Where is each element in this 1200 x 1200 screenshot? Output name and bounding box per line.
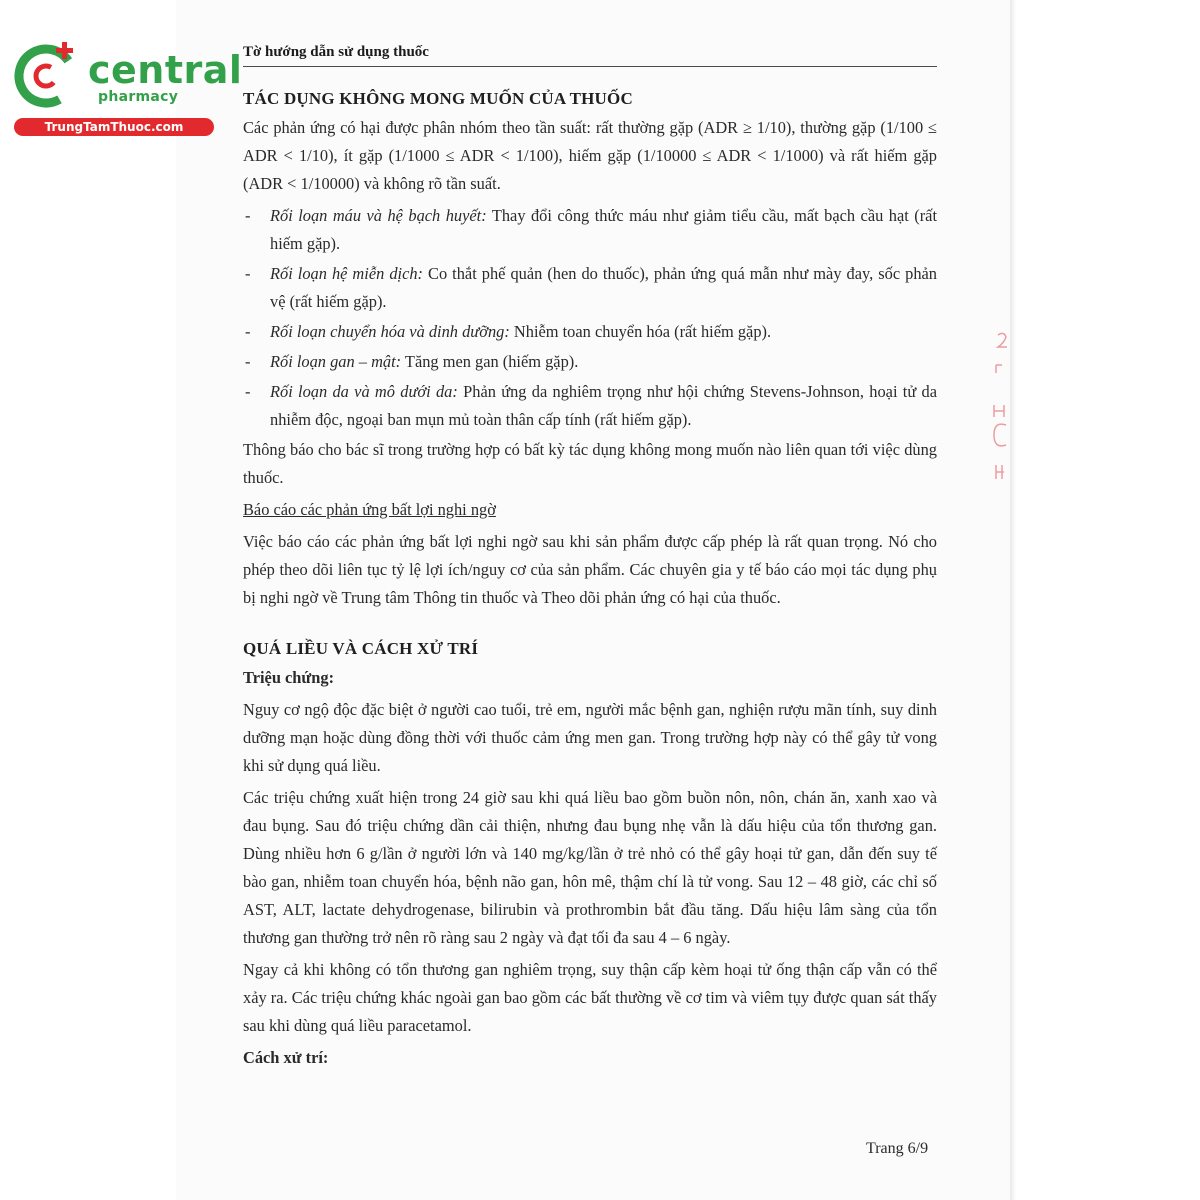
logo-url-badge[interactable]: TrungTamThuoc.com: [14, 118, 214, 136]
list-item-label: Rối loạn da và mô dưới da:: [270, 382, 458, 401]
stamp-marks-icon: [990, 325, 1012, 495]
overdose-symptoms-paragraph: Các triệu chứng xuất hiện trong 24 giờ sau khi quá liều bao gồm buồn nôn, nôn, chán ăn, xanh xao và đau bụng. Sau đó triệu chứng dần cải thiện, nhưng đau bụng nhẹ vẫn là dấu hiệu của tổn thương gan. Dùng nhiều hơn 6 g/lần ở người lớn và 140 mg/kg/lần ở trẻ nhỏ có thể gây hoại tử gan, dẫn đến suy tế bào gan, nhiễm toan chuyển hóa, bệnh não gan, hôn mê, thậm chí là tử vong. Sau 12 – 48 giờ, các chỉ số AST, ALT, lactate dehydrogenase, bilirubin và prothrombin bắt đầu tăng. Dấu hiệu lâm sàng của tổn thương gan thường trở nên rõ ràng sau 2 ngày và đạt tối đa sau 4 – 6 ngày.: [243, 788, 937, 947]
page-edge: [1010, 0, 1016, 1200]
list-item-text: Thay đổi công thức máu như giảm tiểu cầu, mất bạch cầu hạt (rất hiếm gặp).: [270, 206, 937, 253]
document-header: Tờ hướng dẫn sử dụng thuốc: [243, 44, 429, 60]
list-item-label: Rối loạn gan – mật:: [270, 352, 402, 371]
list-item-text: Nhiễm toan chuyển hóa (rất hiếm gặp).: [509, 322, 772, 341]
renal-paragraph: Ngay cả khi không có tổn thương gan nghiêm trọng, suy thận cấp kèm hoại tử ống thận cấp vẫn có thể xảy ra. Các triệu chứng khác ngoài gan bao gồm các bất thường về cơ tim và viêm tụy được quan sát thấy sau khi dùng quá liều paracetamol.: [243, 960, 937, 1035]
list-item-label: Rối loạn máu và hệ bạch huyết:: [270, 206, 487, 225]
logo-subtitle: pharmacy: [98, 89, 179, 105]
list-item-label: Rối loạn hệ miễn dịch:: [270, 264, 423, 283]
list-item: - Rối loạn chuyển hóa và dinh dưỡng: Nhiễm toan chuyển hóa (rất hiếm gặp).: [245, 322, 772, 341]
list-item-text: Tăng men gan (hiếm gặp).: [401, 352, 579, 371]
pharmacy-cross-icon: [10, 36, 90, 116]
report-heading: Báo cáo các phản ứng bất lợi nghi ngờ: [243, 500, 496, 519]
frequency-intro: Các phản ứng có hại được phân nhóm theo tần suất: rất thường gặp (ADR ≥ 1/10), thường gặp (1/100 ≤ ADR < 1/10), ít gặp (1/1000 ≤ ADR < 1/100), hiếm gặp (1/10000 ≤ ADR < 1/1000) và rất hiếm gặp (ADR < 1/10000) và không rõ tần suất.: [243, 118, 937, 193]
section-title-overdose: QUÁ LIỀU VÀ CÁCH XỬ TRÍ: [243, 639, 479, 658]
logo-name: central: [88, 48, 243, 92]
doctor-notice: Thông báo cho bác sĩ trong trường hợp có bất kỳ tác dụng không mong muốn nào liên quan tới việc dùng thuốc.: [243, 440, 937, 487]
section-title-side-effects: TÁC DỤNG KHÔNG MONG MUỐN CỦA THUỐC: [243, 89, 633, 108]
list-item-label: Rối loạn chuyển hóa và dinh dưỡng:: [270, 322, 510, 341]
list-item: - Rối loạn hệ miễn dịch: Co thắt phế quản (hen do thuốc), phản ứng quá mẫn như mày đay, sốc phản vệ (rất hiếm gặp).: [245, 264, 937, 311]
overdose-risk-paragraph: Nguy cơ ngộ độc đặc biệt ở người cao tuổi, trẻ em, người mắc bệnh gan, nghiện rượu mãn tính, suy dinh dưỡng mạn hoặc dùng đồng thời với thuốc cảm ứng men gan. Trong trường hợp này có thể gây tử vong khi sử dụng quá liều.: [243, 700, 937, 775]
header-divider: [243, 66, 937, 67]
list-item: - Rối loạn máu và hệ bạch huyết: Thay đổi công thức máu như giảm tiểu cầu, mất bạch cầu hạt (rất hiếm gặp).: [245, 206, 937, 253]
document-body: [243, 84, 937, 1076]
report-paragraph: Việc báo cáo các phản ứng bất lợi nghi ngờ sau khi sản phẩm được cấp phép là rất quan trọng. Nó cho phép theo dõi liên tục tỷ lệ lợi ích/nguy cơ của sản phẩm. Các chuyên gia y tế báo cáo mọi tác dụng phụ bị nghi ngờ về Trung tâm Thông tin thuốc và Theo dõi phản ứng có hại của thuốc.: [243, 532, 937, 607]
central-pharmacy-logo[interactable]: [10, 36, 243, 136]
list-item: - Rối loạn da và mô dưới da: Phản ứng da nghiêm trọng như hội chứng Stevens-Johnson, hoại tử da nhiễm độc, ngoại ban mụn mủ toàn thân cấp tính (rất hiếm gặp).: [245, 382, 938, 429]
list-item-text: Co thắt phế quản (hen do thuốc), phản ứng quá mẫn như mày đay, sốc phản vệ (rất hiếm gặp).: [270, 264, 937, 311]
symptoms-heading: Triệu chứng:: [243, 668, 335, 687]
list-item: - Rối loạn gan – mật: Tăng men gan (hiếm gặp).: [245, 352, 579, 371]
list-item-text: Phản ứng da nghiêm trọng như hội chứng Stevens-Johnson, hoại tử da nhiễm độc, ngoại ban mụn mủ toàn thân cấp tính (rất hiếm gặp).: [270, 382, 938, 429]
treatment-heading: Cách xử trí:: [243, 1048, 329, 1067]
page-number: Trang 6/9: [866, 1140, 929, 1157]
